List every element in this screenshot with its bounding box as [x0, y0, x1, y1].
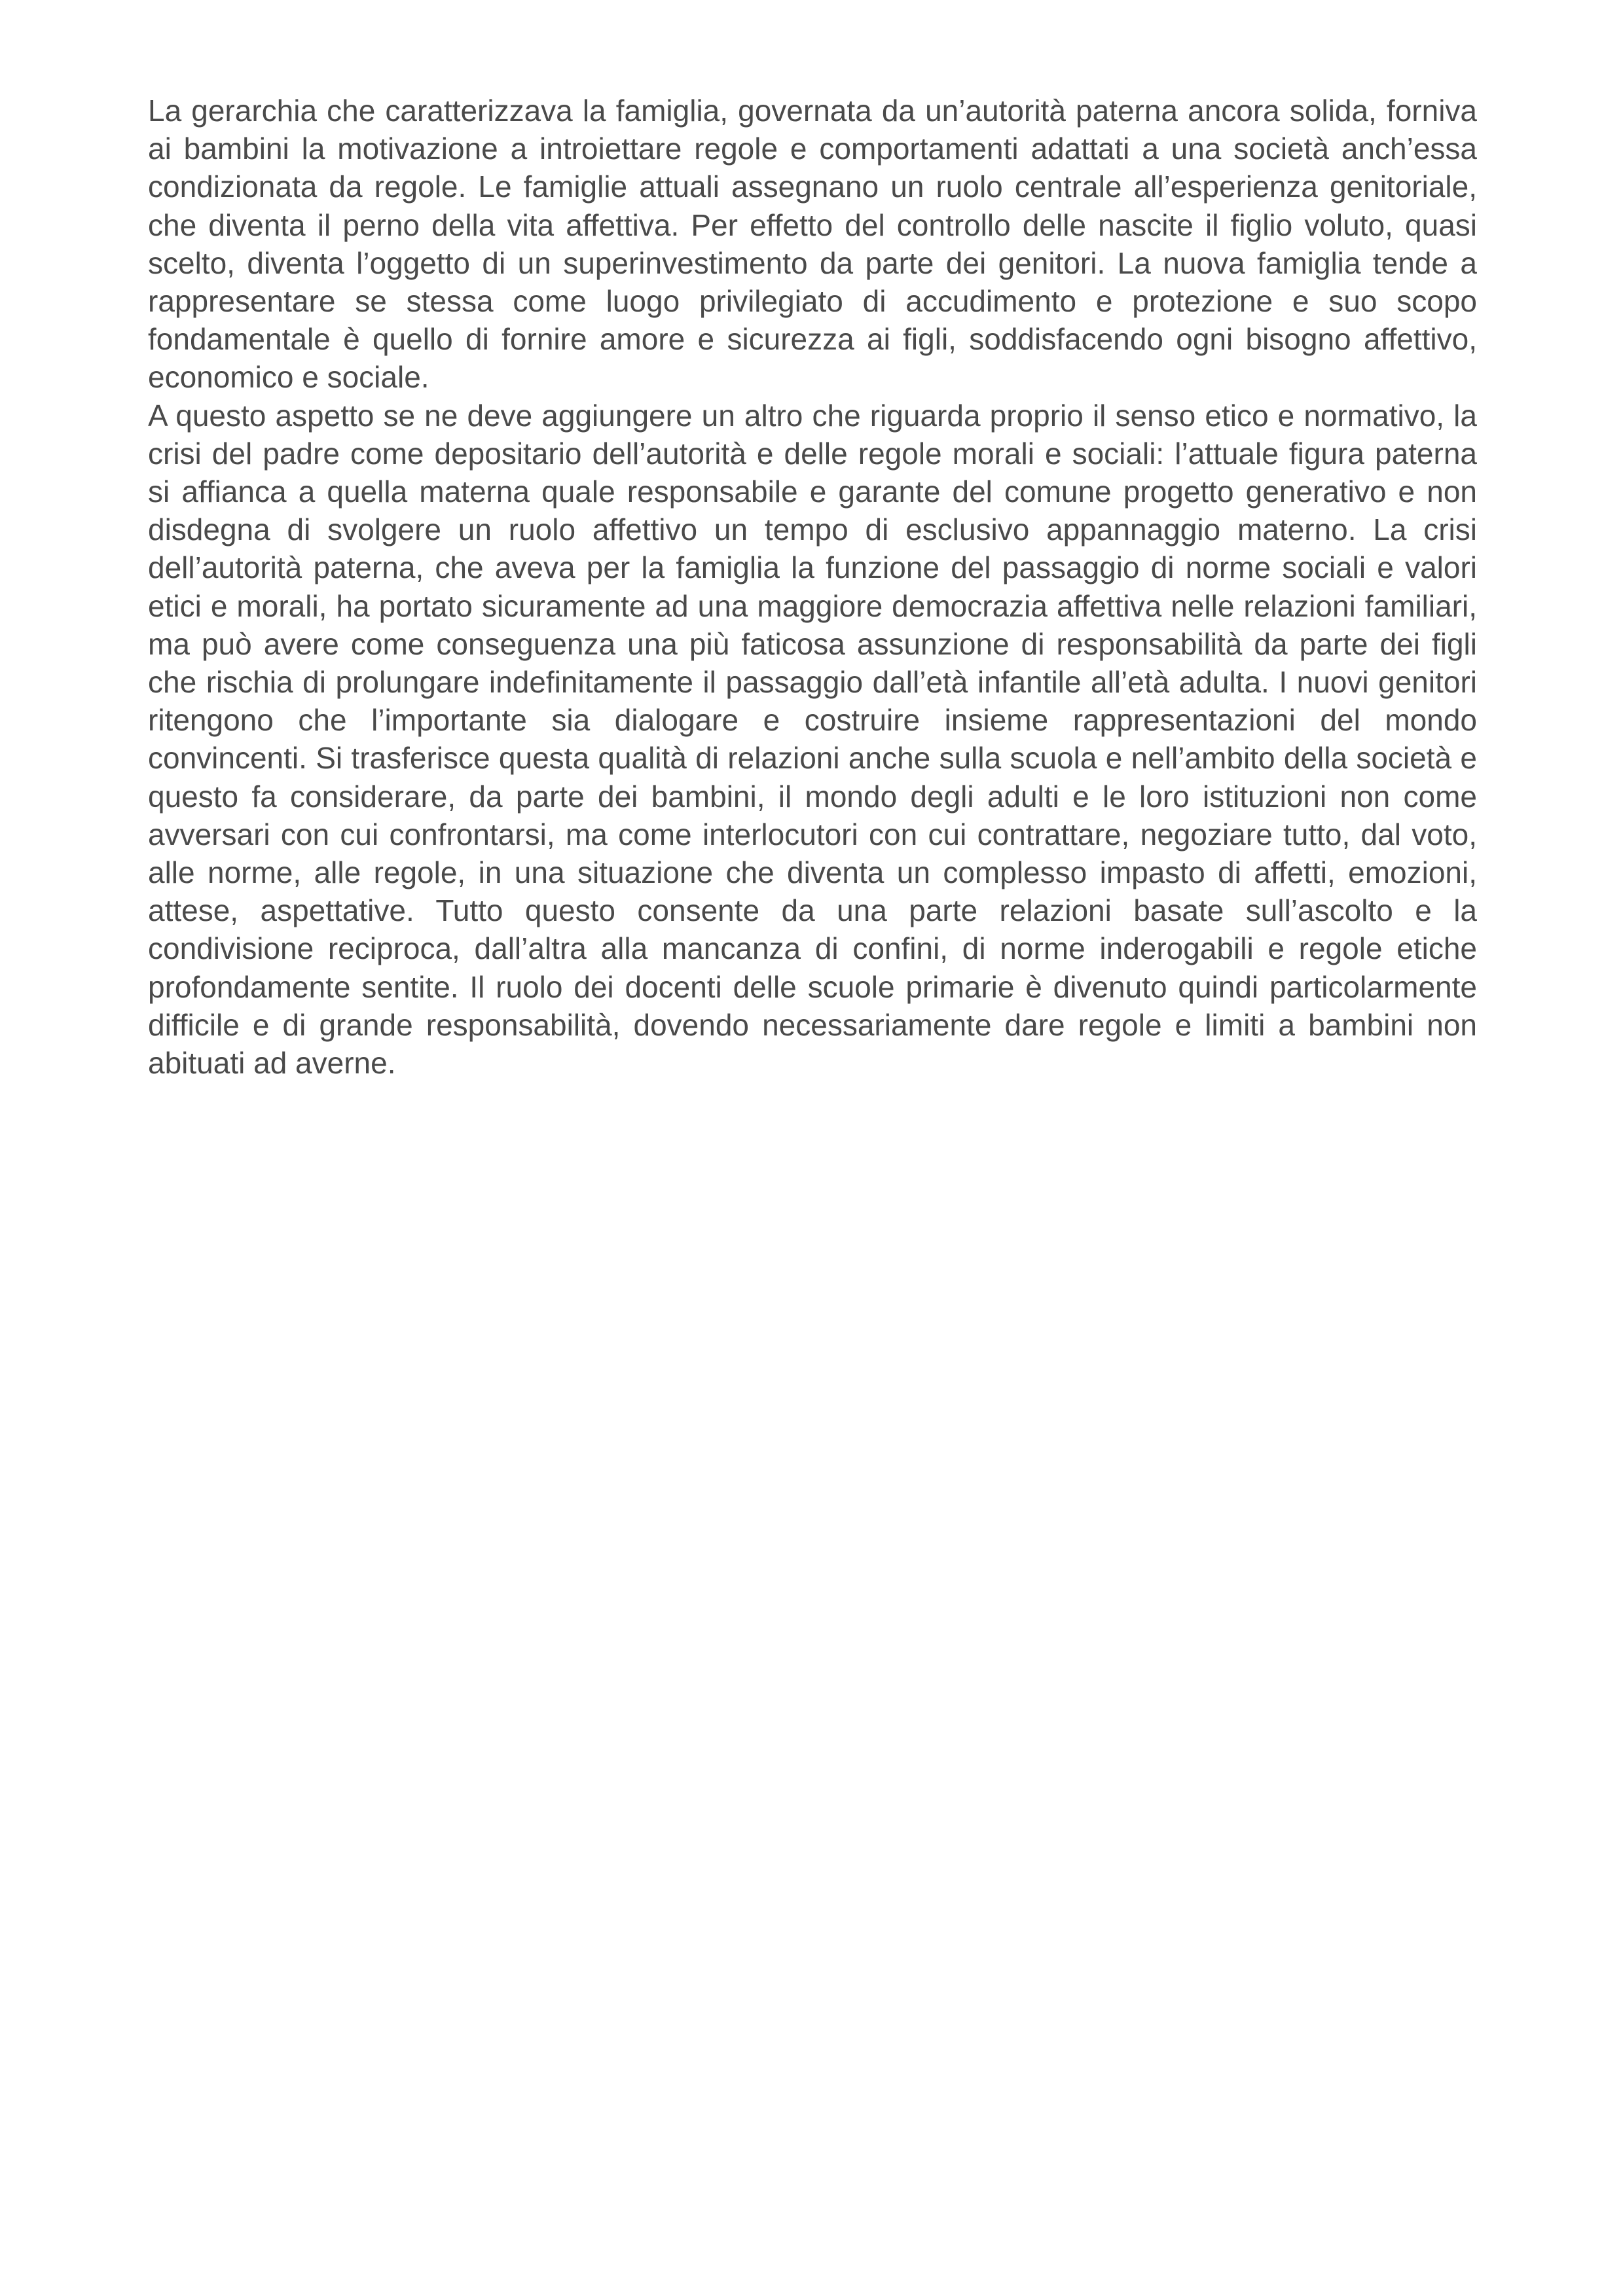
paragraph-family-hierarchy: La gerarchia che caratterizzava la famiglia, governata da un’autorità paterna ancora solida, forniva ai bambini la motivazione a introiettare regole e comportamenti adattati a una società anch’essa condizionata da regole. Le famiglie attuali assegnano un ruolo centrale all’esperienza genitoriale, che diventa il perno della vita affettiva. Per effetto del controllo delle nascite il figlio voluto, quasi scelto, diventa l’oggetto di un superinvestimento da parte dei genitori. La nuova famiglia tende a rappresentare se stessa come luogo privilegiato di accudimento e protezione e suo scopo fondamentale è quello di fornire amore e sicurezza ai figli, soddisfacendo ogni bisogno affettivo, economico e sociale. — [148, 94, 1477, 395]
body-text — [148, 92, 1477, 1082]
paragraph-paternal-crisis: A questo aspetto se ne deve aggiungere un altro che riguarda proprio il senso etico e normativo, la crisi del padre come depositario dell’autorità e delle regole morali e sociali: l’attuale figura paterna si affianca a quella materna quale responsabile e garante del comune progetto generativo e non disdegna di svolgere un ruolo affettivo un tempo di esclusivo appannaggio materno. La crisi dell’autorità paterna, che aveva per la famiglia la funzione del passaggio di norme sociali e valori etici e morali, ha portato sicuramente ad una maggiore democrazia affettiva nelle relazioni familiari, ma può avere come conseguenza una più faticosa assunzione di responsabilità da parte dei figli che rischia di prolungare indefinitamente il passaggio dall’età infantile all’età adulta. I nuovi genitori ritengono che l’importante sia dialogare e costruire insieme rappresentazioni del mondo convincenti. Si trasferisce questa qualità di relazioni anche sulla scuola e nell’ambito della società e questo fa considerare, da parte dei bambini, il mondo degli adulti e le loro istituzioni non come avversari con cui confrontarsi, ma come interlocutori con cui contrattare, negoziare tutto, dal voto, alle norme, alle regole, in una situazione che diventa un complesso impasto di affetti, emozioni, attese, aspettative. Tutto questo consente da una parte relazioni basate sull’ascolto e la condivisione reciproca, dall’altra alla mancanza di confini, di norme inderogabili e regole etiche profondamente sentite. Il ruolo dei docenti delle scuole primarie è divenuto quindi particolarmente difficile e di grande responsabilità, dovendo necessariamente dare regole e limiti a bambini non abituati ad averne. — [148, 398, 1477, 1081]
